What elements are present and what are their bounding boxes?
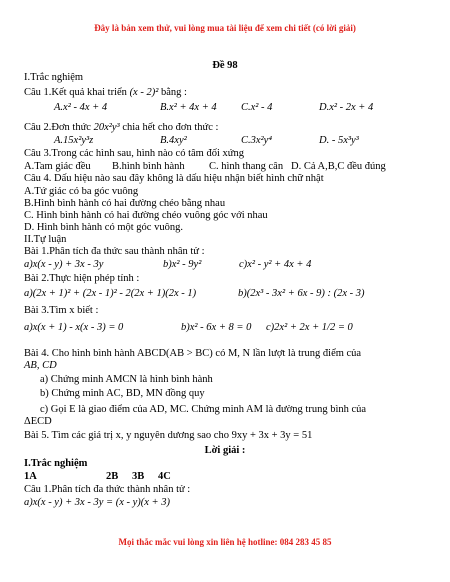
q1-option-c: C.x² - 4 xyxy=(241,102,273,113)
q1-option-d: D.x² - 2x + 4 xyxy=(319,102,374,113)
exercise-3-part-b: b)x² - 6x + 8 = 0 xyxy=(181,322,252,333)
exercise-4-part-a: a) Chứng minh AMCN là hình bình hành xyxy=(40,374,213,385)
question-2 xyxy=(24,122,218,134)
q4-option-a: A.Tứ giác có ba góc vuông xyxy=(24,186,139,197)
solution-exercise-1: Câu 1.Phân tích đa thức thành nhân tử : xyxy=(24,484,191,495)
q3-option-b: B.hình bình hành xyxy=(112,161,185,172)
q4-option-c: C. Hình bình hành có hai đường chéo vuông góc với nhau xyxy=(24,210,268,221)
exercise-3-part-c: c)2x² + 2x + 1/2 = 0 xyxy=(266,322,353,333)
question-4: Câu 4. Dấu hiệu nào sau đây không là dấu hiệu nhận biết hình chữ nhật xyxy=(24,173,324,184)
question-1 xyxy=(24,87,187,99)
question-3: Câu 3.Trong các hình sau, hình nào có tâm đối xứng xyxy=(24,148,244,159)
exercise-3-part-a: a)x(x + 1) - x(x - 3) = 0 xyxy=(24,322,124,333)
q1-option-b: B.x² + 4x + 4 xyxy=(160,102,217,113)
question-2-text: Câu 2.Đơn thức xyxy=(24,122,91,133)
exercise-1-part-b: b)x² - 9y² xyxy=(163,259,202,270)
exercise-1-part-c: c)x² - y² + 4x + 4 xyxy=(239,259,312,270)
exercise-4: Bài 4. Cho hình bình hành ABCD(AB > BC) có M, N lần lượt là trung điểm của xyxy=(24,348,362,359)
question-1-text: Câu 1.Kết quả khai triển xyxy=(24,87,127,98)
preview-banner: Đây là bản xem thử, vui lòng mua tài liệu để xem chi tiết (có lời giải) xyxy=(94,23,356,33)
exercise-4-part-c-cont: ΔECD xyxy=(24,416,52,427)
q3-option-c: C. hình thang cân xyxy=(209,161,284,172)
solution-title: Lời giải : xyxy=(204,445,246,456)
q2-option-d: D. - 5x³y³ xyxy=(319,135,359,146)
solution-section: I.Trắc nghiệm xyxy=(24,458,88,469)
q2-option-b: B.4xy² xyxy=(160,135,187,146)
hotline-banner: Mọi thắc mắc vui lòng xin liên hệ hotline: 084 283 45 85 xyxy=(118,537,332,547)
exercise-2-part-a: a)(2x + 1)² + (2x - 1)² - 2(2x + 1)(2x - 1) xyxy=(24,288,197,299)
exercise-3: Bài 3.Tìm x biết : xyxy=(24,305,99,316)
exercise-5: Bài 5. Tìm các giá trị x, y nguyên dương sao cho 9xy + 3x + 3y = 51 xyxy=(24,430,313,441)
answer-4: 4C xyxy=(158,471,171,482)
section-essay: II.Tự luận xyxy=(24,234,67,245)
section-multiple-choice: I.Trắc nghiệm xyxy=(24,72,84,83)
exercise-4-line-2: AB, CD xyxy=(24,360,57,371)
question-2-expr: 20x²y³ xyxy=(93,122,120,133)
solution-exercise-1a: a)x(x - y) + 3x - 3y = (x - y)(x + 3) xyxy=(24,497,171,508)
exercise-4-part-c: c) Gọi E là giao điểm của AD, MC. Chứng minh AM là đường trung bình của xyxy=(40,404,367,415)
q3-option-a: A.Tam giác đều xyxy=(24,161,91,172)
question-1-tail: bằng : xyxy=(161,87,187,98)
q1-option-a: A.x² - 4x + 4 xyxy=(54,102,108,113)
exercise-2-part-b: b)(2x³ - 3x² + 6x - 9) : (2x - 3) xyxy=(238,288,365,299)
answer-2: 2B xyxy=(106,471,119,482)
answer-1: 1A xyxy=(24,471,37,482)
exam-title: Đề 98 xyxy=(212,60,238,71)
exercise-1-part-a: a)x(x - y) + 3x - 3y xyxy=(24,259,104,270)
exercise-1: Bài 1.Phân tích đa thức sau thành nhân tử : xyxy=(24,246,205,257)
question-1-expr: (x - 2)² xyxy=(129,87,159,98)
exercise-4-part-b: b) Chứng minh AC, BD, MN đồng quy xyxy=(40,388,205,399)
q3-option-d: D. Cả A,B,C đều đúng xyxy=(291,161,386,172)
q2-option-c: C.3x²y⁴ xyxy=(241,135,272,146)
exercise-2: Bài 2.Thực hiện phép tính : xyxy=(24,273,140,284)
q4-option-b: B.Hình bình hành có hai đường chéo bằng nhau xyxy=(24,198,226,209)
answer-3: 3B xyxy=(132,471,145,482)
q2-option-a: A.15x²y³z xyxy=(54,135,94,146)
question-2-tail: chia hết cho đơn thức : xyxy=(122,122,219,133)
q4-option-d: D. Hình bình hành có một góc vuông. xyxy=(24,222,183,233)
